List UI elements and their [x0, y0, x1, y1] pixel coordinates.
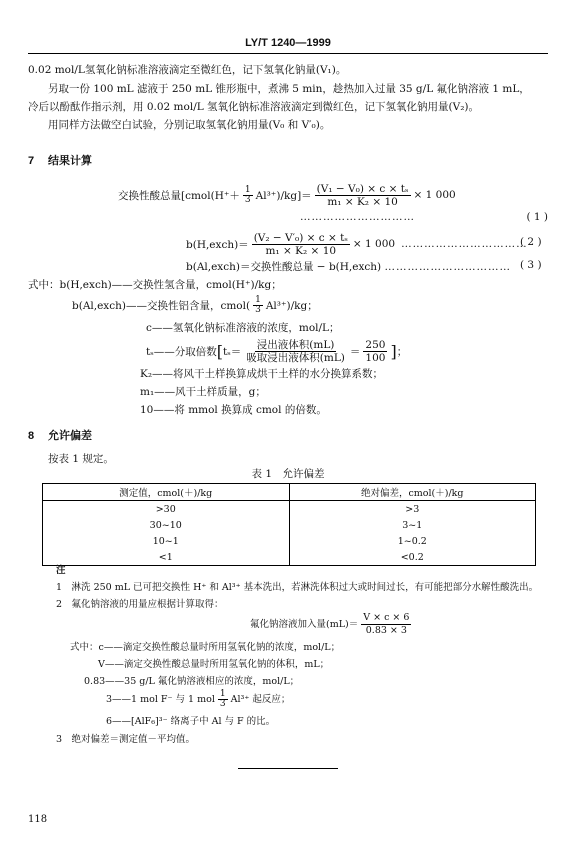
table-cell: <0.2	[289, 549, 536, 566]
end-rule	[238, 768, 338, 769]
page-header: LY/T 1240—1999	[245, 37, 331, 49]
section-7-heading: 7 结果计算	[28, 155, 92, 167]
table-cell: >30	[43, 501, 290, 518]
def-10: 10——将 mmol 换算成 cmol 的倍数。	[140, 404, 327, 416]
table-row	[43, 549, 536, 566]
note-2: 2 氟化钠溶液的用量应根据计算取得：	[56, 599, 224, 610]
table-cell: 3~1	[289, 517, 536, 533]
table-row	[43, 517, 536, 533]
table-cell: 30~10	[43, 517, 290, 533]
table-cell: 10~1	[43, 533, 290, 549]
table-header-cell: 绝对偏差，cmol(＋)/kg	[289, 484, 536, 501]
equation-2-number: ( 2 )	[520, 236, 542, 248]
table-row	[43, 533, 536, 549]
para-line-2: 另取一份 100 mL 滤液于 250 mL 锥形瓶中，煮沸 5 min，趁热加入过量 35 g/L 氟化钠溶液 1 mL，	[48, 83, 530, 95]
equation-2: b(H,exch)＝ $\frac{\text{(V₂ − V′₀) × c × tₛ}}{\text{m₁ × K₂ × 10}}$ × 1 000 ……………………………	[186, 231, 528, 257]
section-8-body: 按表 1 规定。	[48, 453, 114, 465]
note-2-def-v: V——滴定交换性酸总量时所用氢氧化钠的体积，mL；	[98, 659, 330, 670]
def-k2: K₂——将风干土样换算成烘干土样的水分换算系数；	[140, 368, 384, 380]
def-ts: tₛ——分取倍数 [ tₛ＝ $\frac{\text{浸出液体积(mL)}}{\text{吸取浸出液体积(mL)}}$ ＝ $\frac{250}{100}$ ] ；	[146, 338, 408, 364]
para-line-3: 冷后以酚酞作指示剂，用 0.02 mol/L 氢氧化钠标准溶液滴定到微红色，记下氢氧化钠用量(V₂)。	[28, 101, 480, 113]
table-caption: 表 1 允许偏差	[251, 468, 325, 480]
def-c: c——氢氧化钠标准溶液的浓度，mol/L；	[146, 322, 340, 334]
table-cell: 1~0.2	[289, 533, 536, 549]
tolerance-table	[42, 483, 536, 566]
equation-3: b(Al,exch)＝交换性酸总量 − b(H,exch) ……………………………	[186, 261, 511, 273]
note-2-def-c: 式中：c——滴定交换性酸总量时所用氢氧化钠的浓度，mol/L；	[70, 642, 341, 653]
table-header-cell: 测定值，cmol(＋)/kg	[43, 484, 290, 501]
note-2-def-083: 0.83——35 g/L 氟化钠溶液相应的浓度，mol/L；	[84, 676, 300, 687]
def-m1: m₁——风干土样质量，g；	[140, 386, 266, 398]
para-line-1: 0.02 mol/L氢氧化钠标准溶液滴定至微红色，记下氢氧化钠量(V₁)。	[28, 64, 347, 76]
note-2-def-6: 6——[AlF₆]³⁻ 络离子中 Al 与 F 的比。	[106, 716, 276, 727]
note-2-equation: 氟化钠溶液加入量(mL)＝ $\frac{V \times c \times 6}{0.83 \times 3}$	[250, 611, 410, 636]
note-1: 1 淋洗 250 mL 已可把交换性 H⁺ 和 Al³⁺ 基本洗出，若淋洗体积过大或时间过长，有可能把部分水解性酸洗出。	[56, 582, 539, 593]
table-row	[43, 501, 536, 518]
notes-label: 注	[56, 565, 66, 576]
def-al-exch: b(Al,exch)——交换性铝含量，cmol( $\frac{1}{3}$ Al³⁺)/kg；	[72, 294, 318, 315]
note-3: 3 绝对偏差＝测定值－平均值。	[56, 734, 196, 745]
equation-1: 交换性酸总量[cmol(H⁺＋ $\frac{1}{3}$ Al³⁺)/kg]＝ $\frac{\text{(V₁ − V₀) × c × tₛ}}{\text{m₁ × K₂ × 10}}$ × 1 000	[118, 182, 456, 208]
equation-3-number: ( 3 )	[520, 259, 542, 271]
equation-1-number: ………………………… ( 1 )	[300, 211, 548, 223]
table-cell: <1	[43, 549, 290, 566]
def-h-exch: 式中：b(H,exch)——交换性氢含量，cmol(H⁺)/kg；	[28, 279, 282, 291]
table-header-row	[43, 484, 536, 501]
para-line-4: 用同样方法做空白试验，分别记取氢氧化钠用量(V₀ 和 V′₀)。	[48, 119, 331, 131]
note-2-def-3: 3——1 mol F⁻ 与 1 mol $\frac{1}{3}$ Al³⁺ 起反应；	[106, 688, 291, 709]
page-number: 118	[28, 814, 48, 825]
section-8-heading: 8 允许偏差	[28, 430, 92, 442]
table-cell: >3	[289, 501, 536, 518]
header-divider	[28, 53, 548, 54]
